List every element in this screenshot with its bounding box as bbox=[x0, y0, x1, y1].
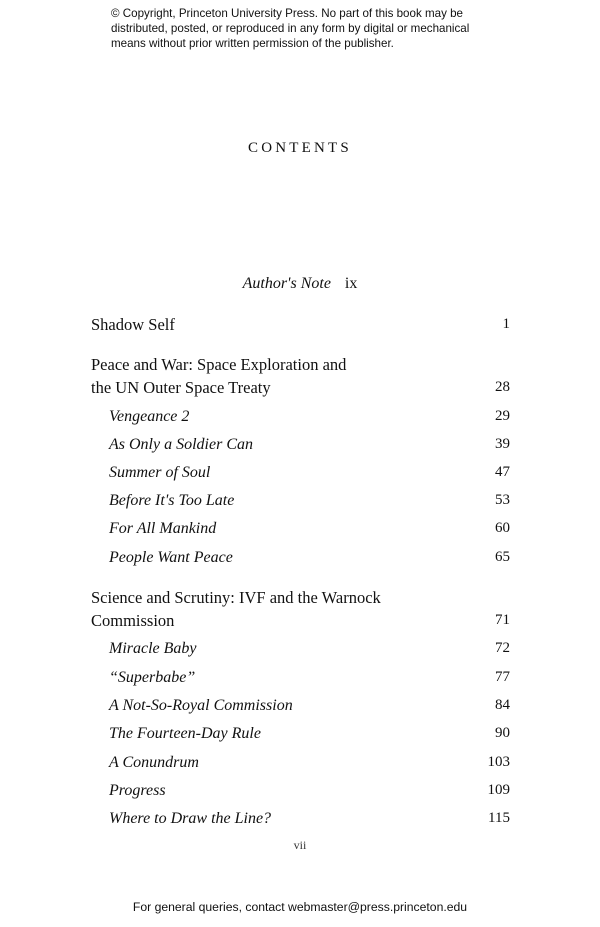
toc-entry-title: As Only a Soldier Can bbox=[109, 436, 253, 453]
toc-entry-before-its-too-late[interactable] bbox=[91, 489, 510, 512]
toc-entry-summer-of-soul[interactable] bbox=[91, 461, 510, 484]
toc-entry-page: 77 bbox=[495, 669, 510, 685]
toc-entry-title: The Fourteen-Day Rule bbox=[109, 725, 261, 742]
toc-entry-page: 29 bbox=[495, 408, 510, 424]
copyright-line-3: means without prior written permission of the publisher. bbox=[111, 37, 394, 50]
toc-entry-not-so-royal-commission[interactable] bbox=[91, 694, 510, 717]
toc-entry-title: Shadow Self bbox=[91, 315, 175, 334]
toc-entry-title: Where to Draw the Line? bbox=[109, 810, 272, 827]
toc-entry-miracle-baby[interactable] bbox=[91, 637, 510, 660]
toc-entry-where-to-draw-the-line[interactable] bbox=[91, 807, 510, 830]
toc-entry-title: “Superbabe” bbox=[109, 669, 196, 686]
toc-entry-for-all-mankind[interactable] bbox=[91, 517, 510, 540]
footer-contact: For general queries, contact webmaster@press.princeton.edu bbox=[132, 900, 468, 914]
toc-entry-as-only-a-soldier-can[interactable] bbox=[91, 433, 510, 456]
toc-entry-title: People Want Peace bbox=[109, 549, 233, 566]
toc-entry-title: Miracle Baby bbox=[109, 640, 197, 657]
toc-entry-page: 71 bbox=[495, 612, 510, 628]
toc-entry-page: 103 bbox=[487, 754, 510, 770]
toc-entry-peace-and-war[interactable] bbox=[91, 353, 510, 399]
toc-entry-title-line-2: the UN Outer Space Treaty bbox=[91, 378, 271, 397]
copyright-line-2: distributed, posted, or reproduced in any form by digital or mechanical bbox=[111, 22, 470, 35]
toc-entry-page: 90 bbox=[495, 725, 510, 741]
toc-entry-page: 47 bbox=[495, 464, 510, 480]
toc-entry-page: 72 bbox=[495, 640, 510, 656]
toc-entry-fourteen-day-rule[interactable] bbox=[91, 722, 510, 745]
toc-entry-page: ix bbox=[344, 275, 358, 292]
toc-entry-page: 115 bbox=[488, 810, 510, 826]
toc-entry-title: Author's Note bbox=[242, 275, 331, 292]
toc-entry-authors-note[interactable] bbox=[0, 275, 600, 293]
toc-entry-page: 65 bbox=[495, 549, 510, 565]
toc-entry-page: 1 bbox=[502, 316, 510, 332]
toc-entry-title-line-2: Commission bbox=[91, 611, 175, 630]
page-number: vii bbox=[293, 838, 307, 852]
toc-entry-science-and-scrutiny[interactable] bbox=[91, 586, 510, 632]
toc-entry-title: For All Mankind bbox=[109, 520, 217, 537]
toc-entry-page: 109 bbox=[487, 782, 510, 798]
toc-entry-title-line-1: Peace and War: Space Exploration and bbox=[91, 355, 347, 374]
toc-entry-title: Summer of Soul bbox=[109, 464, 211, 481]
toc-entry-page: 53 bbox=[495, 492, 510, 508]
toc-entry-a-conundrum[interactable] bbox=[91, 751, 510, 774]
toc-entry-title: Before It's Too Late bbox=[109, 492, 235, 509]
toc-entry-shadow-self[interactable] bbox=[91, 313, 510, 336]
toc-entry-vengeance-2[interactable] bbox=[91, 405, 510, 428]
toc-entry-title: Progress bbox=[109, 782, 166, 799]
toc-entry-page: 39 bbox=[495, 436, 510, 452]
toc-entry-title: A Conundrum bbox=[109, 754, 199, 771]
copyright-notice bbox=[111, 6, 511, 51]
toc-entry-title: A Not-So-Royal Commission bbox=[109, 697, 293, 714]
toc-entry-title: Vengeance 2 bbox=[109, 408, 190, 425]
toc-entry-title-line-1: Science and Scrutiny: IVF and the Warnock bbox=[91, 588, 381, 607]
toc-entry-page: 60 bbox=[495, 520, 510, 536]
toc-entry-people-want-peace[interactable] bbox=[91, 546, 510, 569]
copyright-line-1: © Copyright, Princeton University Press. No part of this book may be bbox=[111, 7, 463, 20]
toc-entry-page: 84 bbox=[495, 697, 510, 713]
toc-entry-page: 28 bbox=[495, 379, 510, 395]
toc-entry-superbabe[interactable] bbox=[91, 666, 510, 689]
toc-entry-progress[interactable] bbox=[91, 779, 510, 802]
contents-heading: CONTENTS bbox=[248, 140, 352, 156]
